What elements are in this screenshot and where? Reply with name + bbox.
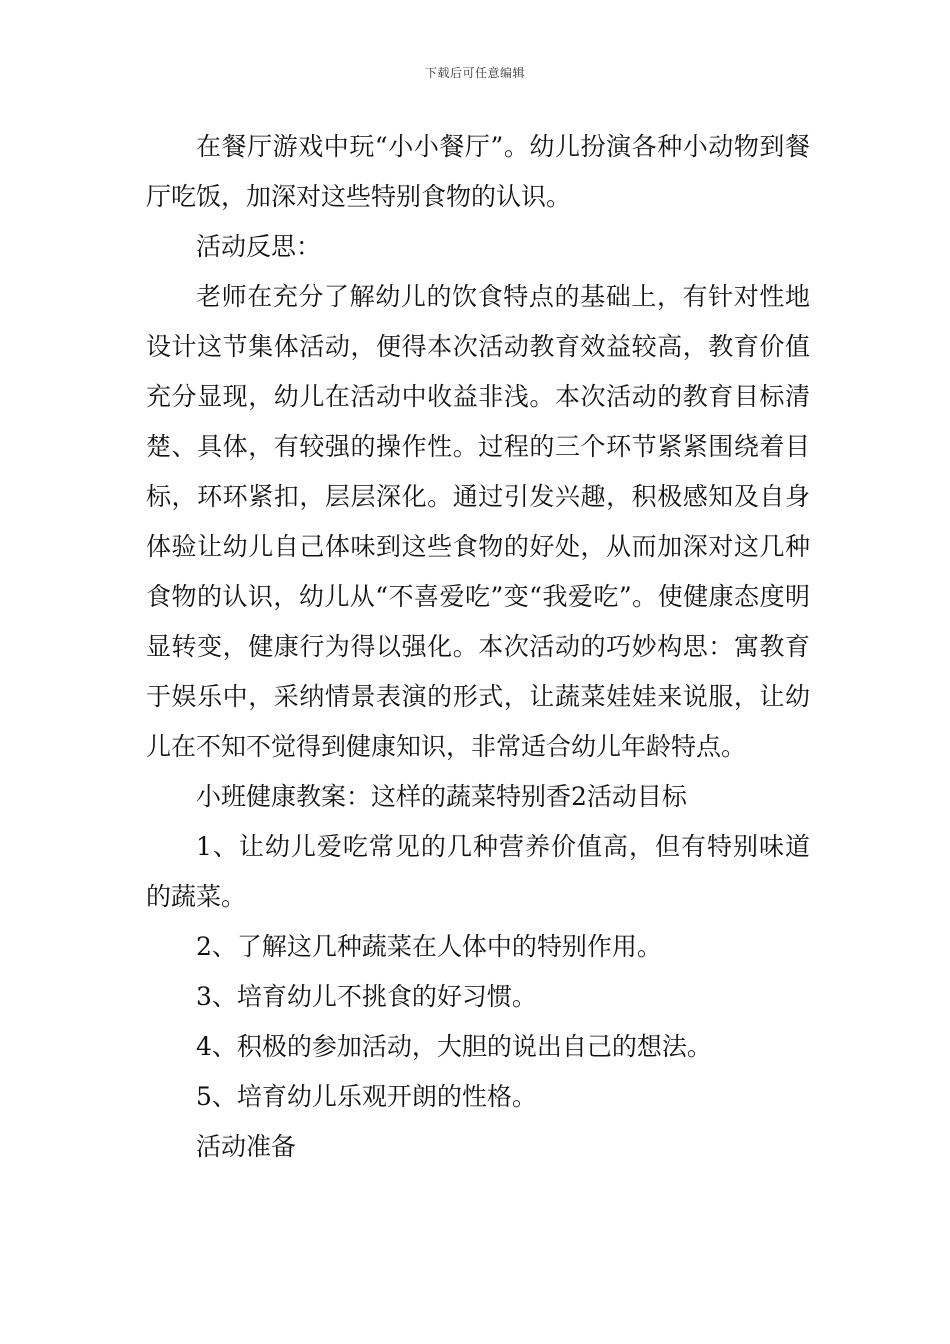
heading-activity-preparation: 活动准备 (196, 1132, 297, 1161)
goal-item-2: 2、了解这几种蔬菜在人体中的特别作用。 (196, 932, 662, 961)
paragraph-restaurant-game: 在餐厅游戏中玩“小小餐厅”。幼儿扮演各种小动物到餐厅吃饭，加深对这些特别食物的认识。 (146, 132, 810, 211)
heading-lesson-plan-goals: 小班健康教案：这样的蔬菜特别香2活动目标 (196, 782, 687, 811)
goal-item-5: 5、培育幼儿乐观开朗的性格。 (196, 1082, 537, 1111)
paragraph-reflection: 老师在充分了解幼儿的饮食特点的基础上，有针对性地设计这节集体活动，便得本次活动教育效益较高，教育价值充分显现，幼儿在活动中收益非浅。本次活动的教育目标清楚、具体，有较强的操作性。过程的三个环节紧紧围绕着目标，环环紧扣，层层深化。通过引发兴趣，积极感知及自身体验让幼儿自己体味到这些食物的好处，从而加深对这几种食物的认识，幼儿从“不喜爱吃”变“我爱吃”。使健康态度明显转变，健康行为得以强化。本次活动的巧妙构思：寓教育于娱乐中，采纳情景表演的形式，让蔬菜娃娃来说服，让幼儿在不知不觉得到健康知识，非常适合幼儿年龄特点。 (146, 282, 810, 761)
goal-item-1: 1、让幼儿爱吃常见的几种营养价值高，但有特别味道的蔬菜。 (146, 832, 810, 911)
document-body (146, 122, 810, 1172)
goal-item-4: 4、积极的参加活动，大胆的说出自己的想法。 (196, 1032, 712, 1061)
header-note: 下载后可任意编辑 (424, 66, 525, 80)
heading-activity-reflection: 活动反思： (196, 232, 322, 261)
goal-item-3: 3、培育幼儿不挑食的好习惯。 (196, 982, 537, 1011)
